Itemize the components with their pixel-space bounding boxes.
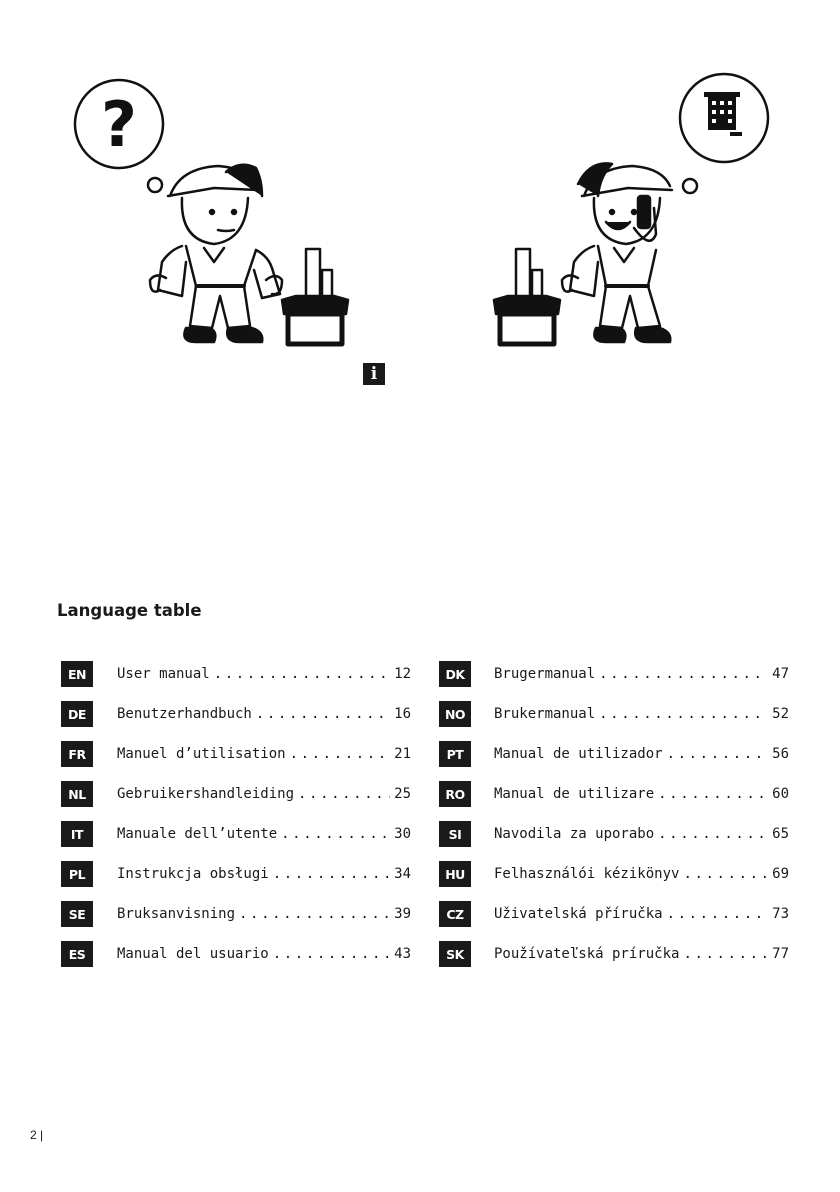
- right-box: [494, 249, 560, 344]
- manual-title: Bruksanvisning: [117, 906, 236, 922]
- language-row[interactable]: [439, 701, 789, 727]
- dot-leader: [256, 706, 390, 722]
- language-row[interactable]: [61, 661, 411, 687]
- page-number: 34: [394, 866, 411, 882]
- page-number: 12: [394, 666, 411, 682]
- dot-leader: [658, 826, 768, 842]
- page-number: 16: [394, 706, 411, 722]
- page-number: 43: [394, 946, 411, 962]
- manual-title: Navodila za uporabo: [494, 826, 655, 842]
- manual-title: Manual de utilizador: [494, 746, 663, 762]
- language-code-badge: NL: [61, 781, 93, 807]
- manual-title: Manuale dell’utente: [117, 826, 278, 842]
- language-code-badge: RO: [439, 781, 471, 807]
- manual-title: User manual: [117, 666, 210, 682]
- manual-title: Uživatelská příručka: [494, 906, 663, 922]
- manual-title: Felhasználói kézikönyv: [494, 866, 680, 882]
- language-row[interactable]: [439, 781, 789, 807]
- page-number: 47: [772, 666, 789, 682]
- page-number: 73: [772, 906, 789, 922]
- right-man: [562, 163, 672, 342]
- page-footer-number: 2 |: [30, 1128, 44, 1142]
- page-number: 69: [772, 866, 789, 882]
- manual-title: Gebruikershandleiding: [117, 786, 295, 802]
- dot-leader: [273, 866, 390, 882]
- dot-leader: [239, 906, 390, 922]
- manual-title: Manual del usuario: [117, 946, 269, 962]
- language-code-badge: SE: [61, 901, 93, 927]
- manual-title: Instrukcja obsługi: [117, 866, 269, 882]
- dot-leader: [273, 946, 390, 962]
- question-mark: ?: [101, 88, 137, 161]
- page-number: 52: [772, 706, 789, 722]
- language-row[interactable]: [61, 901, 411, 927]
- language-code-badge: CZ: [439, 901, 471, 927]
- info-icon: i: [363, 363, 385, 385]
- left-box: [282, 249, 348, 344]
- page-number: 39: [394, 906, 411, 922]
- manual-title: Brukermanual: [494, 706, 596, 722]
- page-number: 56: [772, 746, 789, 762]
- dot-leader: [290, 746, 391, 762]
- page-number: 77: [772, 946, 789, 962]
- language-code-badge: DE: [61, 701, 93, 727]
- language-code-badge: PL: [61, 861, 93, 887]
- service-illustration: [0, 0, 840, 400]
- dot-leader: [599, 666, 768, 682]
- language-code-badge: PT: [439, 741, 471, 767]
- manual-title: Používateľská príručka: [494, 946, 680, 962]
- dot-leader: [667, 906, 769, 922]
- page-number: 65: [772, 826, 789, 842]
- language-code-badge: DK: [439, 661, 471, 687]
- left-man: [150, 165, 282, 342]
- language-row[interactable]: [61, 861, 411, 887]
- language-code-badge: ES: [61, 941, 93, 967]
- language-code-badge: NO: [439, 701, 471, 727]
- page-number: 60: [772, 786, 789, 802]
- dot-leader: [683, 866, 768, 882]
- language-row[interactable]: [439, 861, 789, 887]
- language-row[interactable]: [61, 781, 411, 807]
- dot-leader: [683, 946, 768, 962]
- language-list-right: [439, 661, 789, 981]
- language-code-badge: SK: [439, 941, 471, 967]
- page-number: 21: [394, 746, 411, 762]
- language-row[interactable]: [61, 941, 411, 967]
- language-table-title: Language table: [57, 601, 202, 620]
- dot-leader: [658, 786, 768, 802]
- language-code-badge: SI: [439, 821, 471, 847]
- language-row[interactable]: [61, 741, 411, 767]
- page-number: 25: [394, 786, 411, 802]
- dot-leader: [667, 746, 769, 762]
- language-code-badge: IT: [61, 821, 93, 847]
- dot-leader: [599, 706, 768, 722]
- language-row[interactable]: [61, 701, 411, 727]
- manual-title: Manual de utilizare: [494, 786, 655, 802]
- dot-leader: [298, 786, 390, 802]
- left-thought-dot: [148, 178, 162, 192]
- page-number: 30: [394, 826, 411, 842]
- language-row[interactable]: [439, 661, 789, 687]
- building-icon: [704, 92, 742, 136]
- language-row[interactable]: [439, 741, 789, 767]
- language-row[interactable]: [439, 901, 789, 927]
- dot-leader: [281, 826, 390, 842]
- language-code-badge: HU: [439, 861, 471, 887]
- language-row[interactable]: [439, 941, 789, 967]
- language-code-badge: EN: [61, 661, 93, 687]
- right-thought-dot: [683, 179, 697, 193]
- language-row[interactable]: [61, 821, 411, 847]
- manual-title: Brugermanual: [494, 666, 596, 682]
- manual-title: Benutzerhandbuch: [117, 706, 252, 722]
- manual-title: Manuel d’utilisation: [117, 746, 286, 762]
- dot-leader: [214, 666, 390, 682]
- language-code-badge: FR: [61, 741, 93, 767]
- language-row[interactable]: [439, 821, 789, 847]
- language-list-left: [61, 661, 411, 981]
